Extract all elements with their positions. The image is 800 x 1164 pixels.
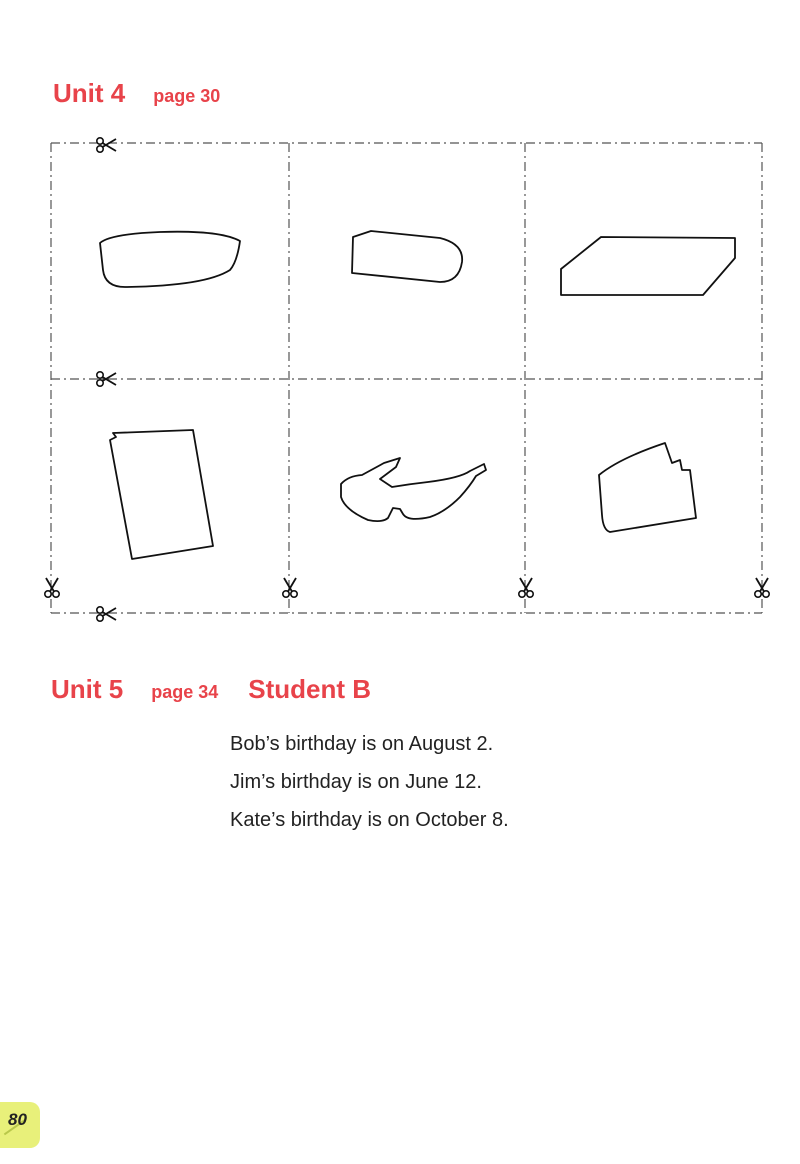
cut-grid [51, 143, 762, 613]
wallet-icon [599, 443, 696, 532]
notebook-icon [110, 430, 213, 559]
scissors-icon [283, 578, 297, 597]
birthday-line-bob: Bob’s birthday is on August 2. [230, 733, 494, 755]
birthday-line-jim: Jim’s birthday is on June 12. [230, 771, 482, 793]
scissors-icon [97, 138, 116, 152]
page-number: 80 [8, 1110, 27, 1129]
birthday-list [230, 725, 509, 839]
sunglasses-icon [341, 458, 486, 521]
eraser-icon [352, 231, 462, 282]
unit4-title: Unit 4 [53, 78, 126, 108]
scissors-icon [97, 607, 116, 621]
birthday-line-kate: Kate’s birthday is on October 8. [230, 809, 509, 831]
unit5-heading [51, 674, 371, 705]
scissors-icon [45, 578, 59, 597]
pencil-box-icon [561, 237, 735, 295]
glasses-case-icon [100, 232, 240, 287]
student-label: Student B [248, 674, 372, 704]
unit4-page-ref: page 30 [153, 86, 221, 106]
scissors-icon [519, 578, 533, 597]
unit5-page-ref: page 34 [151, 682, 219, 702]
unit5-title: Unit 5 [51, 674, 124, 704]
